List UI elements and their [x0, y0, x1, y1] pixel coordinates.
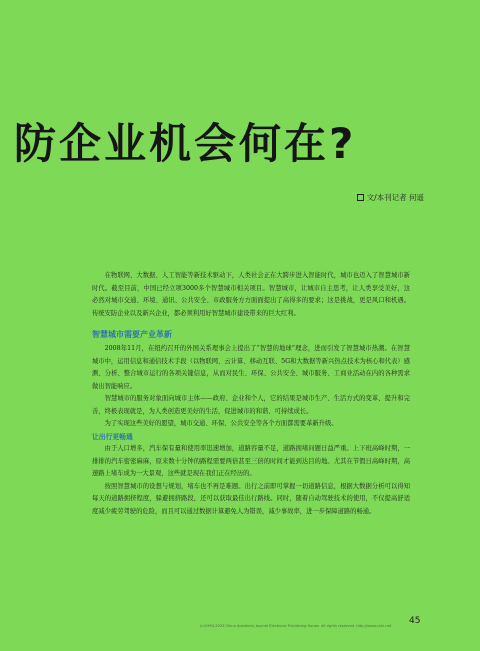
subsection-heading: 让出行更畅通: [92, 432, 133, 441]
intro-paragraph: 在物联网、大数据、人工智能等新技术驱动下，人类社会正在大跨步进入智能时代，城市也迈入了智慧城市新时代。截至目前，中国已经立项3000多个智慧城市相关项目。智慧城市，让城市自主思考，让人类享受美好，这必然对城市交通、环境、通讯、公共安全、市政服务方方面面提出了高得多的要求；这是挑战，更是风口和机遇。传统安防企业以及新兴企业，都必须利用好智慧城市建设带来的巨大红利。: [92, 272, 410, 317]
byline-text: 文/本刊记者 何遥: [366, 193, 424, 202]
body-paragraph: 按照智慧城市的设想与规划，堵车也不再是难题。出行之前即可掌握一切道路信息，根据大数据分析可以得知每天的道路拥挤程度，躲避拥挤路段，还可以获取最佳出行路线。同时，随着自动驾驶技术的使用，不仅提高舒适度减少疲劳驾驶的危险，而且可以通过数据计算避免人为错误，减少事故率，进一步保障道路的畅通。: [92, 482, 410, 515]
article-title: 防企业机会何在?: [14, 119, 357, 168]
body-paragraph: 为了实现这些美好的愿望，城市交通、环保、公共安全等各个方面都需要革新升级。: [104, 420, 338, 427]
byline: [357, 192, 424, 203]
body-paragraph: 智慧城市的服务对象面向城市主体——政府、企业和个人，它的结果是城市生产、生活方式的变革、提升和完善，终极表现就是，为人类创造更美好的生活，促进城市的和谐、可持续成长。: [92, 395, 410, 415]
body-paragraph: 由于人口增多，汽车保有量和使用率迅速增加，道路容量不足，道路拥堵问题日益严重。上下班高峰时期，一排排的汽车密密麻麻，原来数十分钟的路程需要两倍甚至三倍的时间才能到达目的地。尤其在节假日高峰时期，高速路上堵车成为一大景观，这些就是现在我们正在经历的。: [92, 445, 410, 477]
square-icon: [357, 194, 364, 201]
section-heading: 智慧城市需要产业革新: [92, 330, 172, 339]
article-body: [92, 270, 410, 518]
body-paragraph: 2008年11月，在纽约召开的外国关系理事会上提出了“智慧的地球”理念，进而引发了智慧城市热潮。在智慧城市中，运用信息和通信技术手段（以物联网、云计算、移动互联、5G和大数据等新兴热点技术为核心和代表）感测、分析、整合城市运行的各项关键信息，从而对民生、环保、公共安全、城市服务、工商业活动在内的各种需求做出智能响应。: [92, 345, 410, 390]
page-number: 45: [409, 616, 421, 626]
copyright-footer: (c)1994-2023 China Academic Journal Electronic Publishing House. All rights reserved. http://www.cnki.net: [200, 624, 392, 628]
